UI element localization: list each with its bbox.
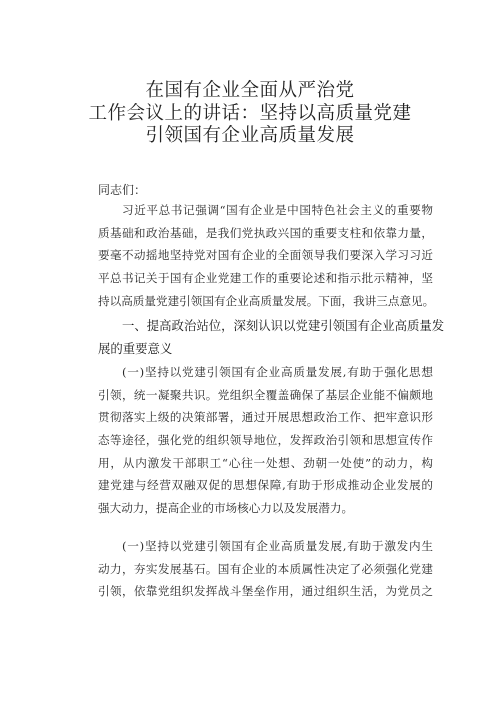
paragraph-line: 贯彻落实上级的决策部署，通过开展思想政治工作、把牢意识形 [98,410,433,425]
paragraph-line: 引领，统一凝聚共识。党组织全覆盖确保了基层企业能不偏颇地 [98,387,433,402]
intro-paragraph [98,199,433,312]
section-heading-line: 一、提高政治站位，深刻认识以党建引领国有企业高质量发 [122,318,445,333]
paragraph-line: 强大动力，提高企业的市场核心力以及发展潜力。 [98,501,354,516]
paragraph-line: 建党建与经营双融双促的思想保障,有助于形成推动企业发展的 [98,478,433,493]
paragraph-line: (一)坚持以党建引领国有企业高质量发展,有助于强化思想 [122,365,433,379]
section-1-heading [98,315,445,360]
title-line-3: 引领国有企业高质量发展 [145,125,355,146]
intro-line: 持以高质量党建引领国有企业高质量发展。下面，我讲三点意见。 [98,293,435,308]
paragraph-1 [98,361,433,520]
title-line-2: 工作会议上的讲话：坚持以高质量党建 [88,102,412,124]
paragraph-line: 态等途径，强化党的组织领导地位，发挥政治引领和思想宣传作 [98,433,433,448]
intro-line: 要毫不动摇地坚持党对国有企业的全面领导我们要深入学习习近 [98,248,433,263]
intro-line: 习近平总书记强调“国有企业是中国特色社会主义的重要物 [122,203,433,217]
title-line-1: 在国有企业全面从严治党 [145,80,355,101]
section-heading-line: 展的重要意义 [98,340,173,356]
document-title [60,80,440,148]
paragraph-line: 动力，夯实发展基石。国有企业的本质属性决定了必须强化党建 [98,561,433,576]
paragraph-line: (一)坚持以党建引领国有企业高质量发展,有助于激发内生 [122,539,433,553]
paragraph-line: 引领，依靠党组织发挥战斗堡垒作用，通过组织生活，为党员之 [98,584,433,599]
salutation: 同志们： [98,183,147,197]
paragraph-2 [98,535,433,603]
intro-line: 平总书记关于国有企业党建工作的重要论述和指示批示精神，坚 [98,271,433,286]
intro-line: 质基础和政治基础，是我们党执政兴国的重要支柱和依靠力量， [98,225,433,240]
paragraph-line: 用，从内激发干部职工“心往一处想、劲朝一处使”的动力，构 [98,455,433,470]
